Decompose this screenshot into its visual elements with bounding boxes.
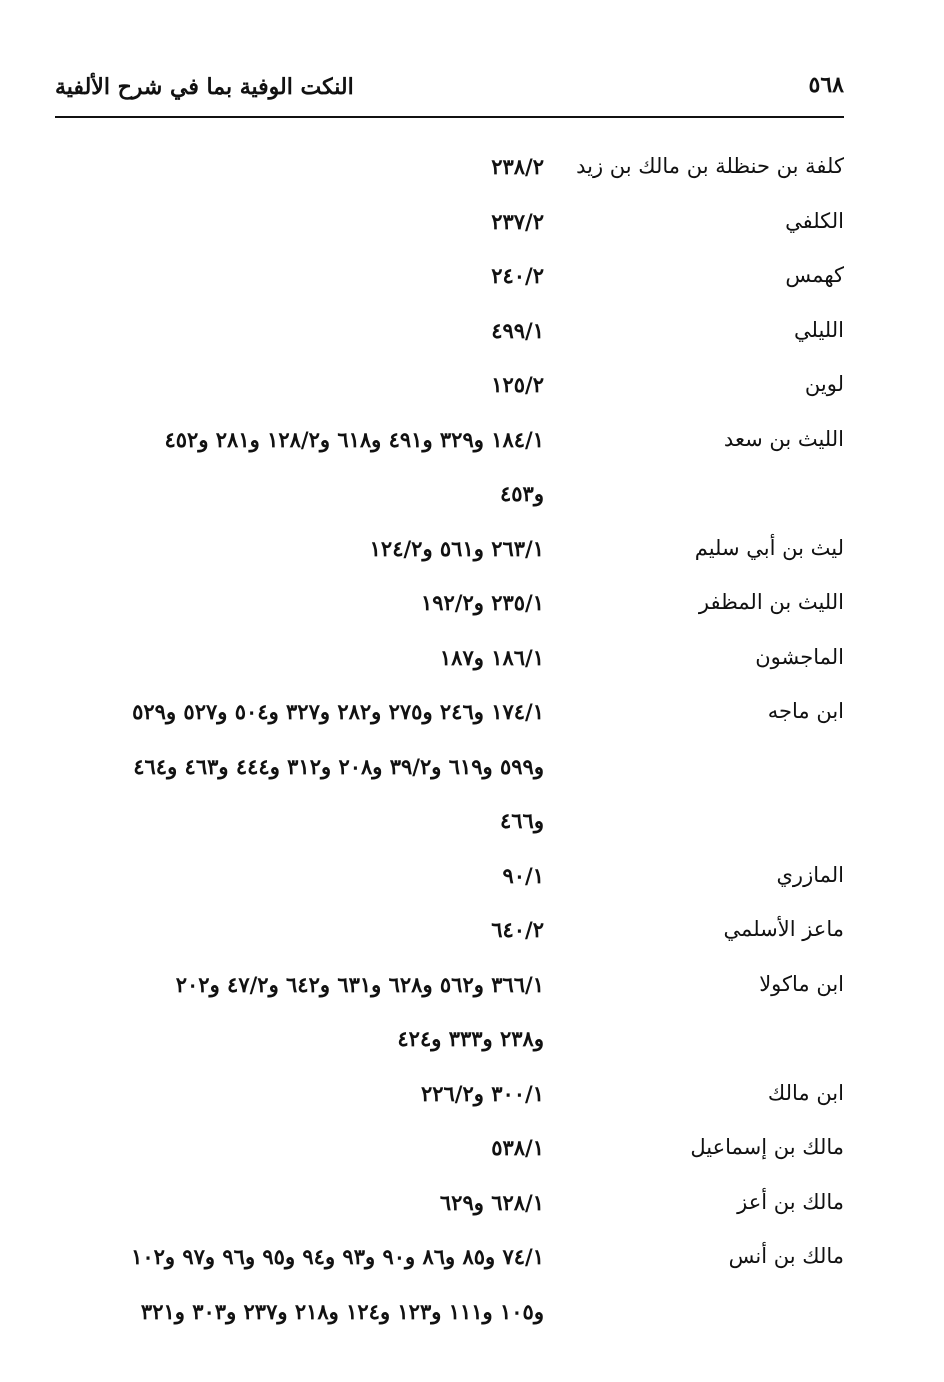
index-entry: [55, 148, 844, 203]
entry-name: الماجشون: [755, 644, 844, 669]
index-entry: [55, 1238, 844, 1347]
entry-page-references: و١٠٥ و١١١ و١٢٣ و١٢٤ و٢١٨ و٢٣٧ و٣٠٣ و٣٢١: [140, 1298, 544, 1324]
entry-page-references: ٤٩٩/١: [491, 317, 544, 343]
entry-page-references: ٢٣٨/٢: [491, 154, 544, 179]
entry-page-references: ٢٦٣/١ و٥٦١ و١٢٤/٢: [369, 535, 544, 561]
index-entry: [55, 639, 844, 694]
entry-name: مالك بن أنس: [728, 1244, 844, 1268]
entry-page-references: ١٨٤/١ و٣٢٩ و٤٩١ و٦١٨ و١٢٨/٢ و٢٨١ و٤٥٢: [164, 426, 544, 452]
index-entry-line: [55, 1238, 844, 1293]
entry-name: ابن مالك: [767, 1080, 844, 1105]
entry-name: ليث بن أبي سليم: [694, 535, 844, 560]
entry-name: الكلفي: [785, 208, 844, 233]
index-entry: [55, 366, 844, 421]
index-entry: [55, 1075, 844, 1130]
entry-name: المازري: [776, 862, 844, 887]
entry-page-references: و٤٥٣: [500, 481, 544, 506]
entry-page-references: و٤٦٦: [500, 808, 544, 833]
entry-page-references: ٦٢٨/١ و٦٢٩: [439, 1189, 544, 1215]
index-entry: [55, 1184, 844, 1239]
index-entry-line: [55, 639, 844, 694]
index-entry: [55, 1129, 844, 1184]
index-entry-line: [55, 475, 844, 530]
entry-page-references: ٢٣٥/١ و١٩٢/٢: [420, 590, 544, 615]
entry-name: لوين: [804, 372, 844, 396]
entry-name: كهمس: [785, 263, 844, 287]
entry-name: الليث بن سعد: [723, 426, 844, 451]
entry-page-references: ٧٤/١ و٨٥ و٨٦ و٩٠ و٩٣ و٩٤ و٩٥ و٩٦ و٩٧ و١٠٢: [131, 1244, 544, 1269]
index-entry-line: [55, 966, 844, 1021]
entry-name: ابن ماكولا: [759, 971, 844, 996]
entry-page-references: ٢٤٠/٢: [491, 263, 544, 288]
index-entry-line: [55, 911, 844, 966]
index-entry-line: [55, 203, 844, 258]
index-entry-line: [55, 1184, 844, 1239]
entry-page-references: ٢٣٧/٢: [491, 208, 544, 234]
index-entry-line: [55, 421, 844, 476]
index-entry-line: [55, 366, 844, 421]
entry-name: ماعز الأسلمي: [723, 917, 844, 941]
index-entry: [55, 312, 844, 367]
entry-page-references: و٢٣٨ و٣٣٣ و٤٢٤: [397, 1026, 544, 1051]
entry-name: الليث بن المظفر: [698, 590, 844, 614]
entry-name: ابن ماجه: [767, 699, 844, 723]
entry-name: مالك بن إسماعيل: [690, 1135, 844, 1159]
index-entry-line: [55, 312, 844, 367]
index-entry-line: [55, 802, 844, 857]
entry-name: كلفة بن حنظلة بن مالك بن زيد: [576, 154, 844, 178]
entry-page-references: ١٨٦/١ و١٨٧: [439, 644, 544, 670]
entry-page-references: ٩٠/١: [502, 862, 544, 888]
index-entry-line: [55, 257, 844, 312]
index-entry-line: [55, 584, 844, 639]
index-entry: [55, 257, 844, 312]
index-entry-line: [55, 148, 844, 203]
index-entry-line: [55, 857, 844, 912]
index-entry-line: [55, 1293, 844, 1348]
index-entry-line: [55, 530, 844, 585]
index-entry-line: [55, 748, 844, 803]
index-entry: [55, 966, 844, 1075]
entry-page-references: ٦٤٠/٢: [491, 917, 544, 942]
book-title: النكت الوفية بما في شرح الألفية: [55, 74, 354, 100]
index-entry: [55, 911, 844, 966]
index-entry: [55, 693, 844, 857]
name-index-list: [55, 148, 844, 1347]
entry-name: الليلي: [794, 317, 844, 342]
index-entry-line: [55, 1075, 844, 1130]
entry-page-references: ٥٣٨/١: [491, 1135, 544, 1160]
entry-page-references: ٣٦٦/١ و٥٦٢ و٦٢٨ و٦٣١ و٦٤٢ و٤٧/٢ و٢٠٢: [175, 971, 544, 997]
index-entry: [55, 530, 844, 585]
index-entry: [55, 857, 844, 912]
index-entry-line: [55, 1020, 844, 1075]
index-entry-line: [55, 693, 844, 748]
entry-page-references: ٣٠٠/١ و٢٢٦/٢: [420, 1080, 544, 1106]
page-header: [55, 70, 844, 118]
entry-name: مالك بن أعز: [737, 1189, 844, 1214]
index-entry: [55, 203, 844, 258]
entry-page-references: ١٢٥/٢: [491, 372, 544, 397]
entry-page-references: ١٧٤/١ و٢٤٦ و٢٧٥ و٢٨٢ و٣٢٧ و٥٠٤ و٥٢٧ و٥٢٩: [132, 699, 544, 724]
entry-page-references: و٥٩٩ و٦١٩ و٣٩/٢ و٢٠٨ و٣١٢ و٤٤٤ و٤٦٣ و٤٦٤: [133, 753, 544, 779]
index-entry-line: [55, 1129, 844, 1184]
page-number: ٥٦٨: [808, 72, 844, 98]
index-entry: [55, 584, 844, 639]
index-entry: [55, 421, 844, 530]
